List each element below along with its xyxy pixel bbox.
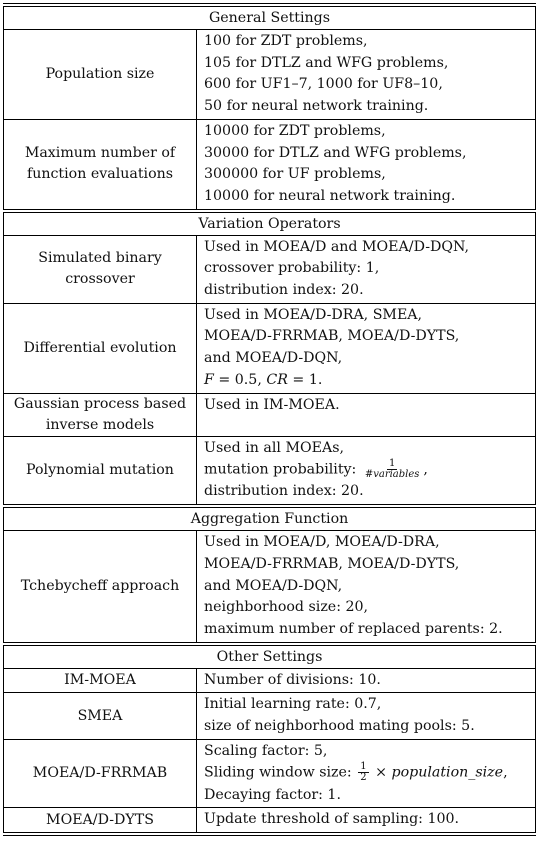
setting-value (197, 394, 535, 436)
setting-value-line: crossover probability: 1, (204, 260, 380, 277)
setting-value (197, 120, 535, 209)
setting-value-line: 50 for neural network training. (204, 98, 429, 115)
setting-name (4, 304, 197, 393)
setting-value-line: F = 0.5, CR = 1. (204, 371, 323, 388)
setting-value-line: Used in MOEA/D and MOEA/D-DQN, (204, 238, 470, 255)
setting-value-line: 10000 for ZDT problems, (204, 122, 386, 139)
setting-value (197, 304, 535, 393)
table-row (3, 236, 536, 303)
setting-name (4, 693, 197, 738)
setting-value (197, 740, 535, 808)
setting-value-line: neighborhood size: 20, (204, 599, 369, 616)
setting-value (197, 808, 535, 832)
setting-value (197, 531, 535, 642)
section-header: Variation Operators (3, 213, 536, 235)
setting-name-line: MOEA/D-FRRMAB (32, 765, 168, 782)
setting-name-line: function evaluations (26, 166, 174, 183)
setting-name (4, 236, 197, 303)
setting-value-line: 30000 for DTLZ and WFG problems, (204, 144, 467, 161)
setting-value-line: Scaling factor: 5, (204, 742, 328, 759)
section-header: Aggregation Function (3, 508, 536, 530)
table-row (3, 120, 536, 209)
setting-value (197, 669, 535, 693)
setting-value-line: mutation probability: $\frac{1}{\text{\#variables}}$ , (204, 458, 428, 481)
setting-value-line: 105 for DTLZ and WFG problems, (204, 54, 449, 71)
setting-value (197, 437, 535, 505)
setting-value-line: MOEA/D-FRRMAB, MOEA/D-DYTS, (204, 555, 460, 572)
setting-value-line: and MOEA/D-DQN, (204, 350, 343, 367)
setting-name-line: Maximum number of (24, 145, 176, 162)
setting-name (4, 30, 197, 119)
settings-table (3, 3, 536, 836)
table-row (3, 693, 536, 738)
setting-name-line: Polynomial mutation (26, 461, 174, 478)
setting-value-line: 300000 for UF problems, (204, 166, 386, 183)
setting-name-line: IM-MOEA (64, 672, 136, 689)
setting-name (4, 669, 197, 693)
setting-value-line: Sliding window size: $\frac{1}{2}$ × population_size, (204, 761, 508, 784)
setting-name (4, 531, 197, 642)
setting-name-line: Gaussian process based (13, 395, 187, 412)
setting-value-line: Initial learning rate: 0.7, (204, 696, 382, 713)
table-row (3, 669, 536, 693)
setting-value-line: Used in MOEA/D, MOEA/D-DRA, (204, 534, 440, 551)
double-rule (3, 832, 536, 836)
setting-value (197, 236, 535, 303)
setting-name (4, 808, 197, 832)
setting-name-line: Differential evolution (23, 339, 177, 356)
setting-value-line: distribution index: 20. (204, 282, 364, 299)
setting-name-line: crossover (65, 271, 135, 288)
section-header: Other Settings (3, 646, 536, 668)
table-row (3, 808, 536, 832)
setting-value-line: Decaying factor: 1. (204, 786, 341, 803)
setting-value-line: Update threshold of sampling: 100. (204, 811, 460, 828)
table-row (3, 531, 536, 642)
table-row (3, 394, 536, 436)
table-row (3, 304, 536, 393)
setting-value-line: 10000 for neural network training. (204, 187, 456, 204)
setting-value-line: Used in all MOEAs, (204, 439, 345, 456)
setting-value-line: Used in IM-MOEA. (204, 396, 340, 413)
setting-value (197, 30, 535, 119)
setting-name-line: Simulated binary (38, 250, 162, 267)
setting-name (4, 394, 197, 436)
table-row (3, 437, 536, 505)
section-header: General Settings (3, 7, 536, 29)
setting-value-line: Used in MOEA/D-DRA, SMEA, (204, 306, 423, 323)
setting-name-line: Population size (45, 65, 155, 82)
table-row (3, 740, 536, 808)
setting-value-line: MOEA/D-FRRMAB, MOEA/D-DYTS, (204, 328, 460, 345)
setting-value-line: Number of divisions: 10. (204, 671, 381, 688)
setting-value-line: distribution index: 20. (204, 483, 364, 500)
setting-name (4, 740, 197, 808)
setting-value-line: size of neighborhood mating pools: 5. (204, 718, 475, 735)
setting-name-line: Tchebycheff approach (20, 577, 180, 594)
setting-name-line: MOEA/D-DYTS (46, 811, 154, 828)
table-row (3, 30, 536, 119)
setting-value-line: and MOEA/D-DQN, (204, 577, 343, 594)
setting-name (4, 120, 197, 209)
setting-name-line: SMEA (77, 707, 123, 724)
setting-name-line: inverse models (45, 416, 155, 433)
setting-name (4, 437, 197, 505)
setting-value-line: 600 for UF1–7, 1000 for UF8–10, (204, 76, 443, 93)
setting-value-line: maximum number of replaced parents: 2. (204, 620, 503, 637)
setting-value (197, 693, 535, 738)
setting-value-line: 100 for ZDT problems, (204, 33, 368, 49)
